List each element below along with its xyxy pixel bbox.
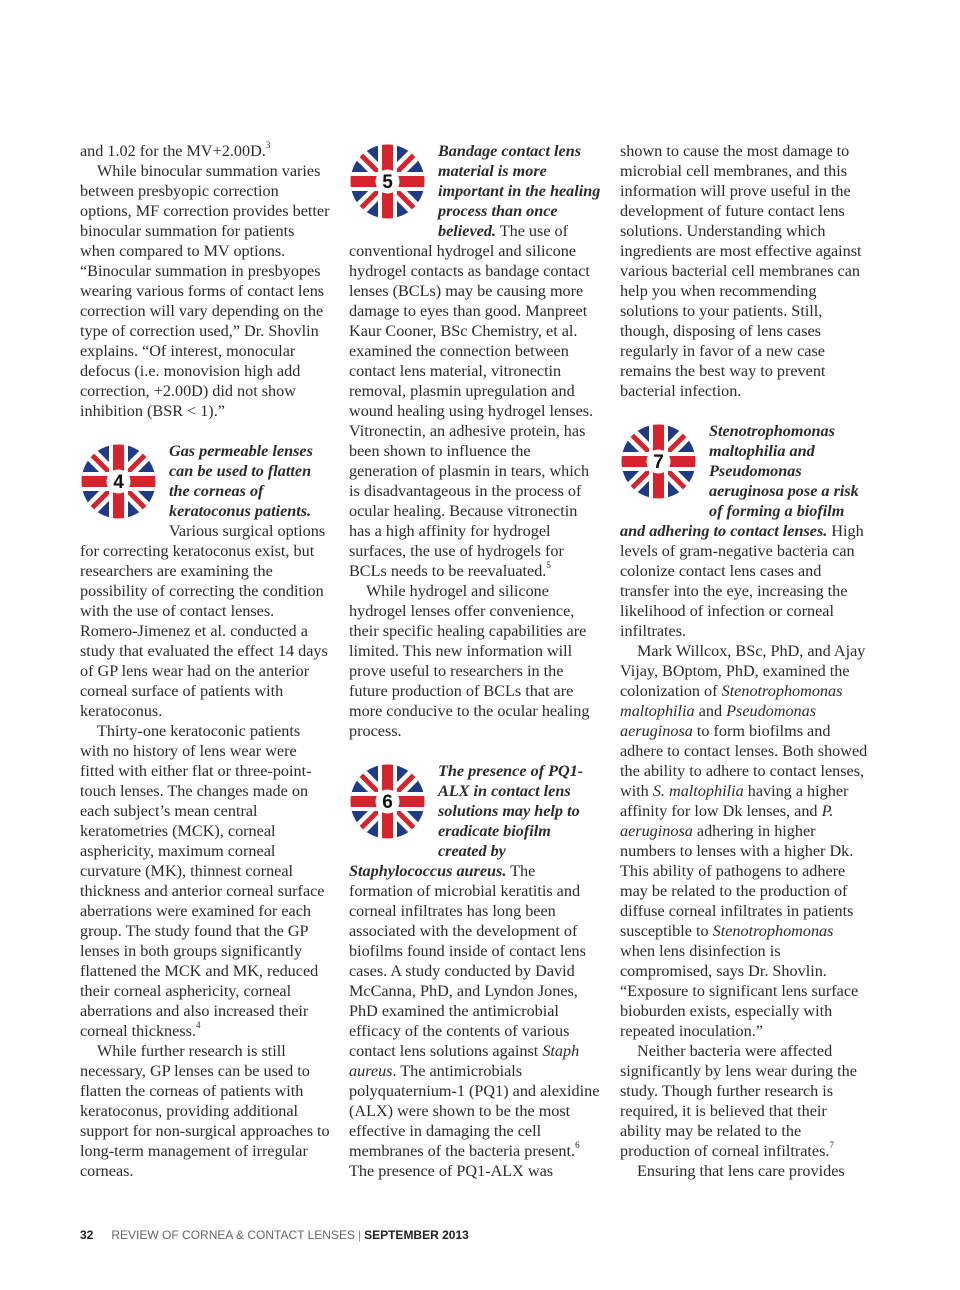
callout-text: The use of conventional hydrogel and silicone hydrogel contacts as bandage contact lenses (BCLs) may be causing more damage to eyes than good. Manpreet Kaur Cooner, BSc Chemistry, et al. examined the connection between contact lens material, vitronectin removal, plasmin upregulation and wound healing using hydrogel lenses. Vitronectin, an adhesive protein, has been shown to influence the generation of plasmin in tears, which is disadvantageous in the process of ocular healing. Because vitronectin has a high affinity for hydrogel surfaces, the use of hydrogels for BCLs needs to be reevaluated. bbox=[349, 222, 594, 580]
issue-date: SEPTEMBER 2013 bbox=[364, 1228, 469, 1242]
species-name: Stenotrophomonas bbox=[712, 922, 834, 940]
paragraph: While hydrogel and silicone hydrogel lenses offer convenience, their specific healing capabilities are limited. This new information will prove useful to researchers in the future production of BCLs that are more conducive to the ocular healing process. bbox=[349, 582, 590, 740]
species-name: P. aeruginosa bbox=[620, 802, 834, 840]
paragraph bbox=[80, 721, 332, 1041]
flag-circle-graphic bbox=[349, 763, 426, 840]
callout-number: 5 bbox=[382, 172, 393, 193]
species-name: S. maltophilia bbox=[652, 782, 744, 800]
species-name: Pseudomonas aeruginosa bbox=[620, 702, 817, 740]
paragraph: While binocular summation varies between presbyopic correction options, MF correction provides better binocular summation for patients when compared to MV options. “Binocular summation in presbyopes wearing various forms of contact lens correction will vary depending on the type of correction used,” Dr. Shovlin explains. “Of interest, monocular defocus (i.e. monovision high add correction, +2.00D) did not show inhibition (BSR < 1).” bbox=[80, 162, 330, 420]
paragraph bbox=[80, 141, 332, 161]
union-jack-badge-icon bbox=[349, 143, 426, 220]
reference-mark: 5 bbox=[546, 560, 551, 570]
callout-text: The formation of microbial keratitis and corneal infiltrates has long been associated with the development of biofilms found inside of contact lens cases. A study conducted by David McCanna, PhD, and Lyndon Jones, PhD examined the antimicrobial efficacy of the contents of various contact lens solutions against bbox=[349, 862, 586, 1060]
callout-heading: Gas permeable lenses can be used to flatten the corneas of keratoconus patients. bbox=[169, 442, 313, 520]
paragraph: Ensuring that lens care provides bbox=[637, 1162, 845, 1180]
flag-circle-graphic bbox=[349, 143, 426, 220]
column-3 bbox=[620, 141, 872, 1181]
text: when lens disinfection is compromised, says Dr. Shovlin. “Exposure to significant lens surface bioburden exists, especially with repeated inoculation.” bbox=[620, 942, 859, 1040]
column-1 bbox=[80, 141, 332, 1181]
union-jack-badge-icon bbox=[80, 443, 157, 520]
union-jack-badge-icon bbox=[349, 763, 426, 840]
callout-heading: Bandage contact lens material is more important in the healing process than once believed. bbox=[438, 142, 601, 240]
footer-separator: | bbox=[357, 1228, 362, 1242]
callout-4 bbox=[80, 441, 332, 721]
text: to form biofilms and adhere to contact lenses. Both showed the ability to adhere to contact lenses, with bbox=[620, 722, 868, 800]
reference-mark: 4 bbox=[195, 1020, 201, 1030]
paragraph: The presence of PQ1-ALX was bbox=[349, 1162, 554, 1180]
text: having a higher affinity for low Dk lenses, and bbox=[620, 782, 849, 820]
reference-mark: 6 bbox=[575, 1140, 580, 1150]
callout-number: 6 bbox=[382, 792, 393, 813]
paragraph: shown to cause the most damage to microbial cell membranes, and this information will prove useful in the development of future contact lens solutions. Understanding which ingredients are most effective against various bacterial cell membranes can help you when recommending solutions to your patients. Still, though, disposing of lens cases regularly in favor of a new case remains the best way to prevent bacterial infection. bbox=[620, 142, 862, 400]
union-jack-badge-icon bbox=[620, 423, 697, 500]
callout-text: . The antimicrobials polyquaternium-1 (PQ1) and alexidine (ALX) were shown to be the most effective in damaging the cell membranes of the bacteria present. bbox=[349, 1062, 600, 1160]
page-number: 32 bbox=[80, 1228, 94, 1242]
callout-7 bbox=[620, 421, 872, 641]
text: Neither bacteria were affected significantly by lens wear during the study. Though further research is required, it is believed that their ability may be related to the production of corneal infiltrates. bbox=[620, 1042, 857, 1160]
callout-text: Various surgical options for correcting keratoconus exist, but researchers are examining the possibility of correcting the condition with the use of contact lenses. Romero-Jimenez et al. conducted a study that evaluated the effect 14 days of GP lens wear had on the anterior corneal surface of patients with keratoconus. bbox=[80, 522, 328, 720]
text: adhering in higher numbers to lenses with a higher Dk. This ability of pathogens to adhere may be related to the production of diffuse corneal infiltrates in patients susceptible to bbox=[620, 822, 854, 940]
paragraph bbox=[620, 641, 872, 1041]
reference-mark: 7 bbox=[829, 1140, 834, 1150]
text: and bbox=[694, 702, 727, 720]
column-2 bbox=[349, 141, 601, 1181]
paragraph: While further research is still necessary, GP lenses can be used to flatten the corneas of patients with keratoconus, providing additional support for non-surgical approaches to long-term management of irregular corneas. bbox=[80, 1042, 330, 1180]
callout-number: 4 bbox=[113, 472, 124, 493]
callout-text-italic: Staph aureus bbox=[349, 1042, 580, 1080]
callout-heading: Stenotrophomonas maltophilia and Pseudomonas aeruginosa pose a risk of forming a biofilm and adhering to contact lenses. bbox=[620, 422, 859, 540]
journal-title: REVIEW OF CORNEA & CONTACT LENSES bbox=[111, 1228, 355, 1242]
callout-number: 7 bbox=[653, 452, 664, 473]
callout-6 bbox=[349, 761, 601, 1161]
callout-text: High levels of gram-negative bacteria can colonize contact lens cases and transfer into the eye, increasing the likelihood of infection or corneal infiltrates. bbox=[620, 522, 864, 640]
flag-circle-graphic bbox=[620, 423, 697, 500]
text: and 1.02 for the MV+2.00D. bbox=[80, 142, 266, 160]
text: Mark Willcox, BSc, PhD, and Ajay Vijay, BOptom, PhD, examined the colonization of bbox=[620, 642, 866, 700]
callout-heading: The presence of PQ1-ALX in contact lens solutions may help to eradicate biofilm created by Staphylococcus aureus. bbox=[349, 762, 584, 880]
paragraph bbox=[620, 1041, 872, 1161]
species-name: Stenotrophomonas maltophilia bbox=[620, 682, 843, 720]
page-footer bbox=[80, 1228, 469, 1242]
callout-5 bbox=[349, 141, 601, 581]
reference-mark: 3 bbox=[265, 140, 271, 150]
text: Thirty-one keratoconic patients with no history of lens wear were fitted with either flat or three-point-touch lenses. The changes made on each subject’s mean central keratometries (MCK), corneal asphericity, maximum corneal curvature (MK), thinnest corneal thickness and anterior corneal surface aberrations were examined for each group. The study found that the GP lenses in both groups significantly flattened the MCK and MK, reduced their corneal asphericity, corneal aberrations and also increased their corneal thickness. bbox=[80, 722, 325, 1040]
flag-circle-graphic bbox=[80, 443, 157, 520]
